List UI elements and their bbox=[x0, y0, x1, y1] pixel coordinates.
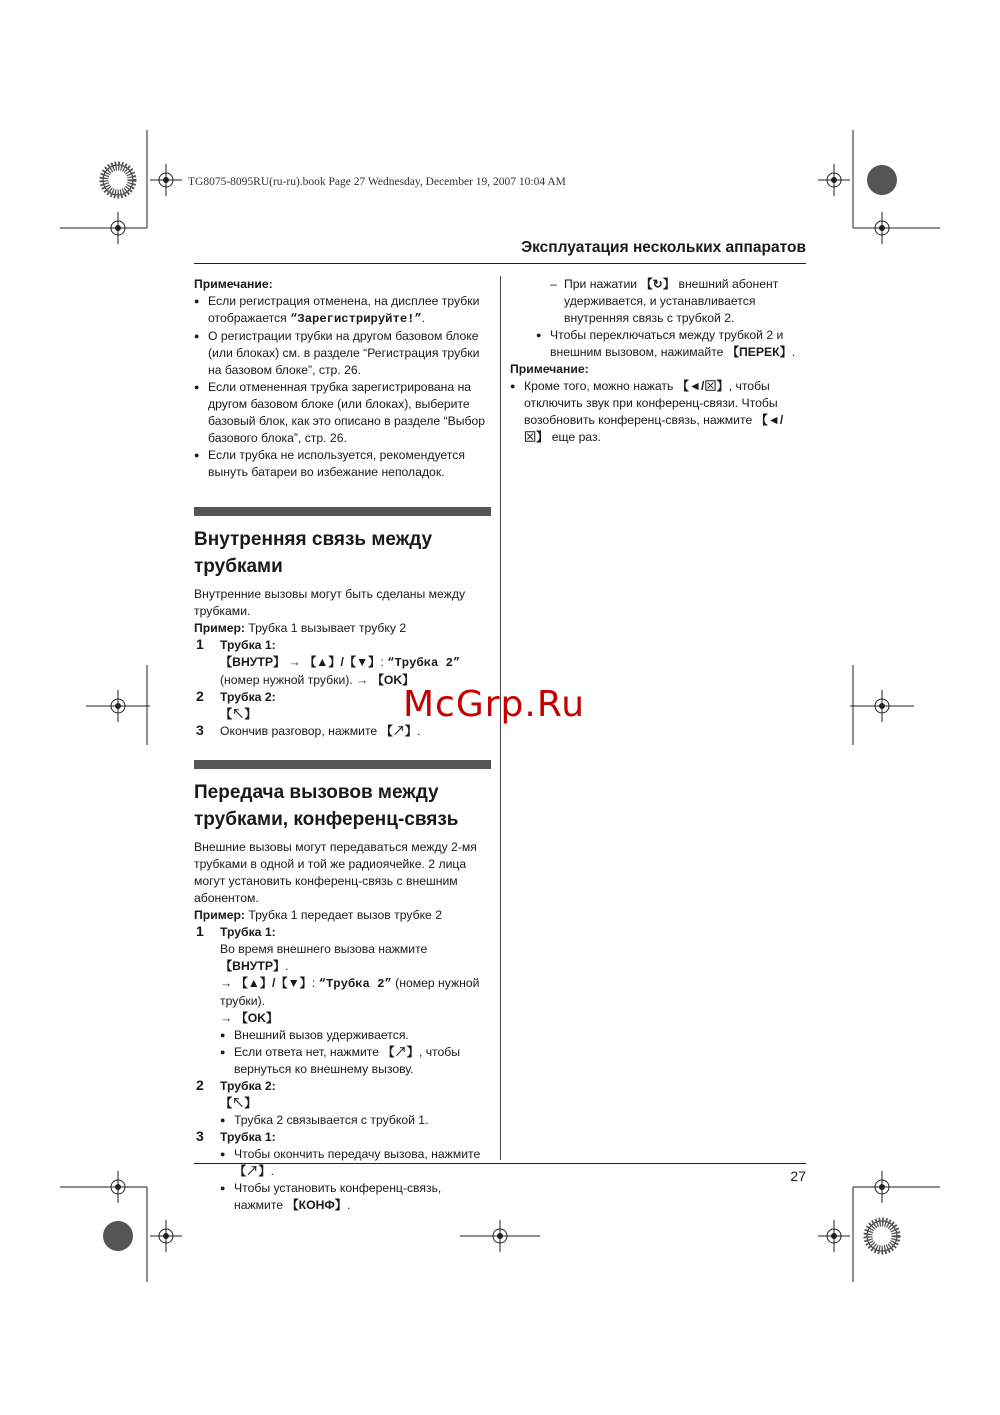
section-bar bbox=[194, 760, 491, 769]
bullet-item: ● Чтобы переключаться между трубкой 2 и внешним вызовом, нажимайте 【ПЕРЕК】. bbox=[536, 327, 806, 361]
step: 1 Трубка 1: 【ВНУТР】 → 【▲】/【▼】: “Трубка 2” (номер нужной трубки). → 【OK】 bbox=[196, 636, 461, 687]
page-number: 27 bbox=[790, 1168, 806, 1184]
note-item: ● Кроме того, можно нажать 【◄/⊠】, чтобы отключить звук при конференц-связи. Чтобы возобновить конференц-связь, нажмите 【◄/⊠】 еще раз. bbox=[510, 378, 806, 446]
header-rule bbox=[194, 263, 806, 264]
talk-key: 【↖】 bbox=[220, 707, 257, 721]
section-title: Передача вызовов между трубками, конференц-связь bbox=[194, 782, 459, 830]
section-bar bbox=[194, 507, 491, 516]
step: 1 Трубка 1: Во время внешнего вызова нажмите 【ВНУТР】. → 【▲】/【▼】: “Трубка 2” (номер нужной трубки). → 【OK】 bbox=[196, 923, 480, 1025]
talk-key: 【↖】 bbox=[220, 1096, 257, 1110]
note-title: Примечание: bbox=[510, 362, 589, 376]
watermark: McGrp.Ru bbox=[403, 684, 586, 725]
step-bullet: ● Чтобы установить конференц-связь, нажмите 【КОНФ】. bbox=[220, 1180, 491, 1214]
step: 2 Трубка 2: 【↖】 bbox=[194, 689, 491, 723]
print-header: TG8075-8095RU(ru-ru).book Page 27 Wednesday, December 19, 2007 10:04 AM bbox=[188, 176, 566, 188]
note-title: Примечание: bbox=[194, 277, 273, 291]
example-line: Пример: Трубка 1 передает вызов трубке 2 bbox=[194, 908, 442, 922]
note-item: ● Если трубка не используется, рекомендуется вынуть батареи во избежание неполадок. bbox=[194, 447, 491, 481]
section-intro: Внешние вызовы могут передаваться между 2-мя трубками в одной и той же радиоячейке. 2 лица могут установить конференц-связь с внешним абонентом. bbox=[194, 840, 477, 905]
dash-item: – При нажатии 【↻】 внешний абонент удерживается, и устанавливается внутренняя связь с трубкой 2. bbox=[550, 276, 806, 327]
footer-rule bbox=[194, 1163, 806, 1164]
example-line: Пример: Трубка 1 вызывает трубку 2 bbox=[194, 621, 407, 635]
step: 3 Окончив разговор, нажмите 【↗】. bbox=[196, 722, 421, 738]
right-column bbox=[510, 276, 806, 446]
section-intro: Внутренние вызовы могут быть сделаны между трубками. bbox=[194, 587, 466, 618]
left-column bbox=[194, 276, 491, 1214]
step: 3 Трубка 1: bbox=[196, 1128, 276, 1144]
note-item: ● О регистрации трубки на другом базовом блоке (или блоках) см. в разделе “Регистрация трубки на базовом блоке”, стр. 26. bbox=[194, 328, 491, 379]
section-header: Эксплуатация нескольких аппаратов bbox=[521, 239, 806, 256]
step-bullet: ● Чтобы окончить передачу вызова, нажмите 【↗】. bbox=[220, 1146, 491, 1180]
step-bullet: ● Трубка 2 связывается с трубкой 1. bbox=[220, 1112, 491, 1129]
step-bullet: ● Если ответа нет, нажмите 【↗】, чтобы вернуться ко внешнему вызову. bbox=[220, 1044, 491, 1078]
section-title: Внутренняя связь между трубками bbox=[194, 529, 433, 577]
step: 2 Трубка 2: 【↖】 bbox=[194, 1078, 491, 1112]
note-item: ● Если отмененная трубка зарегистрирована на другом базовом блоке (или блоках), выберите базовый блок, как это описано в разделе “Выбор базового блока”, стр. 26. bbox=[194, 379, 491, 447]
step-bullet: ● Внешний вызов удерживается. bbox=[220, 1027, 491, 1044]
note-item: ● Если регистрация отменена, на дисплее трубки отображается “Зарегистрируйте!”. bbox=[194, 293, 491, 328]
